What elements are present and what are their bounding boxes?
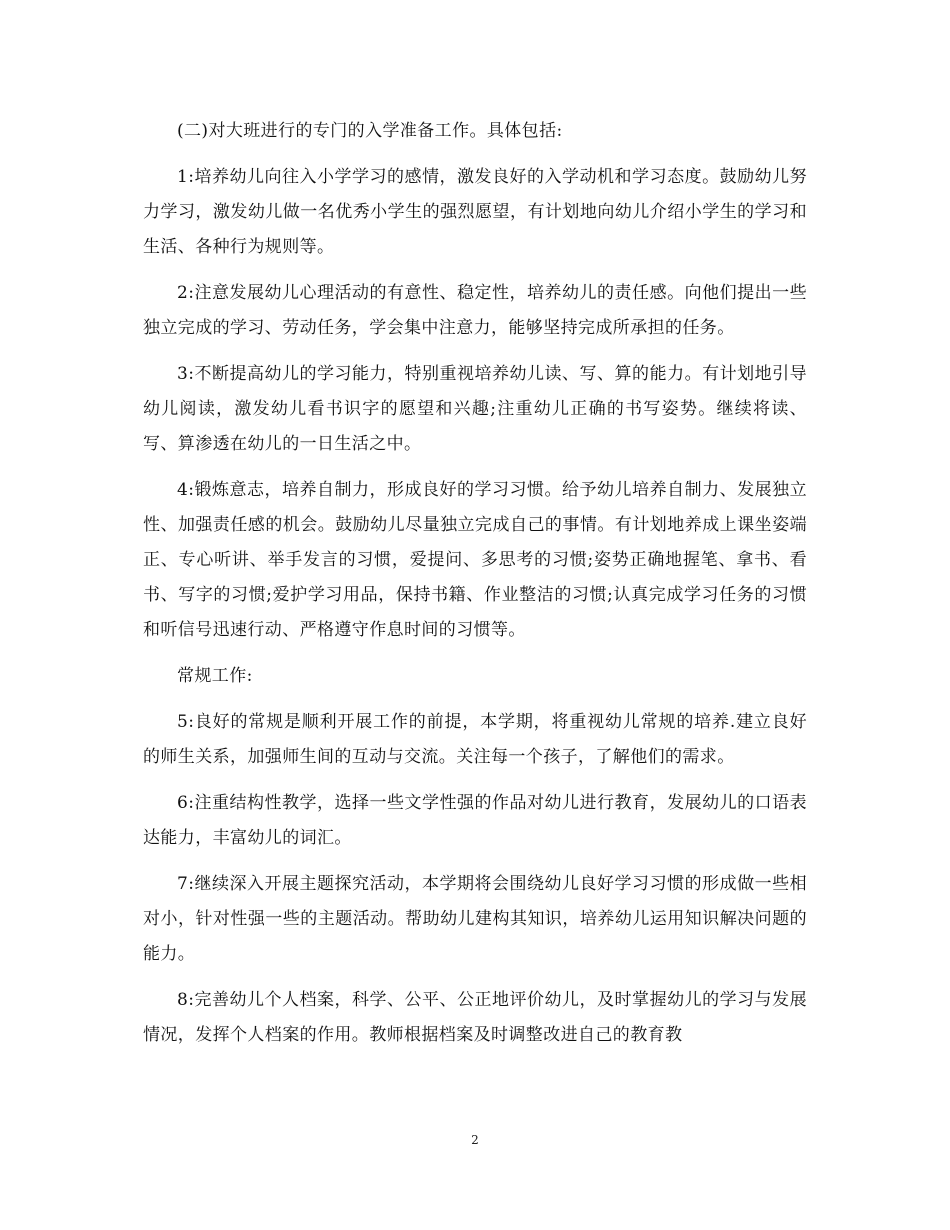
paragraph-item-8: 8:完善幼儿个人档案，科学、公平、公正地评价幼儿，及时掌握幼儿的学习与发展情况，发挥个人档案的作用。教师根据档案及时调整改进自己的教育教 xyxy=(143,990,807,1045)
paragraph-routine-heading: 常规工作: xyxy=(177,666,253,686)
paragraph-item-6: 6:注重结构性教学，选择一些文学性强的作品对幼儿进行教育，发展幼儿的口语表达能力，丰富幼儿的词汇。 xyxy=(143,793,807,848)
paragraph-item-1: 1:培养幼儿向往入小学学习的感情，激发良好的入学动机和学习态度。鼓励幼儿努力学习，激发幼儿做一名优秀小学生的强烈愿望，有计划地向幼儿介绍小学生的学习和生活、各种行为规则等。 xyxy=(143,167,807,257)
document-body xyxy=(143,114,807,1064)
page-number: 2 xyxy=(471,1133,479,1147)
paragraph-item-7: 7:继续深入开展主题探究活动，本学期将会围绕幼儿良好学习习惯的形成做一些相对小，针对性强一些的主题活动。帮助幼儿建构其知识，培养幼儿运用知识解决问题的能力。 xyxy=(143,874,807,964)
paragraph-item-4: 4:锻炼意志，培养自制力，形成良好的学习习惯。给予幼儿培养自制力、发展独立性、加强责任感的机会。鼓励幼儿尽量独立完成自己的事情。有计划地养成上课坐姿端正、专心听讲、举手发言的习惯，爱提问、多思考的习惯;姿势正确地握笔、拿书、看书、写字的习惯;爱护学习用品，保持书籍、作业整洁的习惯;认真完成学习任务的习惯和听信号迅速行动、严格遵守作息时间的习惯等。 xyxy=(143,480,807,640)
paragraph-item-2: 2:注意发展幼儿心理活动的有意性、稳定性，培养幼儿的责任感。向他们提出一些独立完成的学习、劳动任务，学会集中注意力，能够坚持完成所承担的任务。 xyxy=(143,283,807,338)
paragraph-item-5: 5:良好的常规是顺利开展工作的前提，本学期，将重视幼儿常规的培养.建立良好的师生关系，加强师生间的互动与交流。关注每一个孩子，了解他们的需求。 xyxy=(143,712,807,767)
paragraph-section-heading: (二)对大班进行的专门的入学准备工作。具体包括: xyxy=(177,121,563,141)
paragraph-item-3: 3:不断提高幼儿的学习能力，特别重视培养幼儿读、写、算的能力。有计划地引导幼儿阅读，激发幼儿看书识字的愿望和兴趣;注重幼儿正确的书写姿势。继续将读、写、算渗透在幼儿的一日生活之中。 xyxy=(143,364,807,454)
